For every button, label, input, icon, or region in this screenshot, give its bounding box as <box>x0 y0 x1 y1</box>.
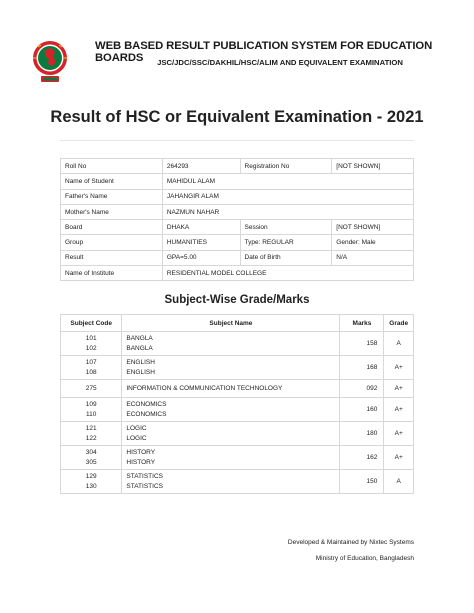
table-row <box>61 380 414 398</box>
subject-code-cell: 129 130 <box>61 470 122 494</box>
subject-name-header: Subject Name <box>122 315 340 332</box>
session-label: Session <box>240 220 332 235</box>
dob-value: N/A <box>332 250 414 265</box>
grade-cell: A+ <box>384 422 414 446</box>
table-row <box>61 446 414 470</box>
grades-table <box>60 314 414 494</box>
mother-name-label: Mother's Name <box>61 204 163 219</box>
marks-header: Marks <box>340 315 384 332</box>
grade-cell: A+ <box>384 380 414 398</box>
divider <box>60 140 414 141</box>
group-label: Group <box>61 235 163 250</box>
result-label: Result <box>61 250 163 265</box>
marks-cell: 180 <box>340 422 384 446</box>
table-row <box>61 266 414 281</box>
marks-cell: 150 <box>340 470 384 494</box>
table-row <box>61 174 414 189</box>
father-name-label: Father's Name <box>61 189 163 204</box>
page-header <box>0 0 474 80</box>
board-label: Board <box>61 220 163 235</box>
table-row <box>61 235 414 250</box>
gender-value: Gender: Male <box>332 235 414 250</box>
subject-code-cell: 107 108 <box>61 356 122 380</box>
subject-code-header: Subject Code <box>61 315 122 332</box>
student-name-value: MAHIDUL ALAM <box>162 174 413 189</box>
grade-cell: A+ <box>384 356 414 380</box>
grades-header-row <box>61 315 414 332</box>
subject-code-cell: 275 <box>61 380 122 398</box>
grade-cell: A+ <box>384 398 414 422</box>
result-value: GPA=5.00 <box>162 250 240 265</box>
subject-name-cell: HISTORY HISTORY <box>122 446 340 470</box>
subject-name-cell: INFORMATION & COMMUNICATION TECHNOLOGY <box>122 380 340 398</box>
table-row <box>61 422 414 446</box>
father-name-value: JAHANGIR ALAM <box>162 189 413 204</box>
type-value: Type: REGULAR <box>240 235 332 250</box>
registration-value: [NOT SHOWN] <box>332 159 414 174</box>
session-value: [NOT SHOWN] <box>332 220 414 235</box>
table-row <box>61 159 414 174</box>
table-row <box>61 398 414 422</box>
header-subtitle: JSC/JDC/SSC/DAKHIL/HSC/ALIM AND EQUIVALENT EXAMINATION <box>157 58 403 67</box>
grade-header: Grade <box>384 315 414 332</box>
grade-cell: A+ <box>384 446 414 470</box>
table-row <box>61 470 414 494</box>
registration-label: Registration No <box>240 159 332 174</box>
developer-credit: Developed & Maintained by Nixtec Systems <box>287 539 414 546</box>
table-row <box>61 204 414 219</box>
table-row <box>61 356 414 380</box>
ministry-credit: Ministry of Education, Bangladesh <box>315 555 414 562</box>
government-seal-icon <box>32 38 68 88</box>
marks-cell: 092 <box>340 380 384 398</box>
subject-code-cell: 121 122 <box>61 422 122 446</box>
subject-name-cell: LOGIC LOGIC <box>122 422 340 446</box>
student-info-table <box>60 158 414 281</box>
marks-cell: 162 <box>340 446 384 470</box>
institute-label: Name of Institute <box>61 266 163 281</box>
table-row <box>61 189 414 204</box>
marks-cell: 158 <box>340 332 384 356</box>
subject-code-cell: 109 110 <box>61 398 122 422</box>
group-value: HUMANITIES <box>162 235 240 250</box>
grade-cell: A <box>384 332 414 356</box>
mother-name-value: NAZMUN NAHAR <box>162 204 413 219</box>
table-row <box>61 332 414 356</box>
grade-cell: A <box>384 470 414 494</box>
subject-code-cell: 101 102 <box>61 332 122 356</box>
header-title: WEB BASED RESULT PUBLICATION SYSTEM FOR EDUCATION BOARDS <box>95 40 433 64</box>
board-value: DHAKA <box>162 220 240 235</box>
roll-value: 264293 <box>162 159 240 174</box>
dob-label: Date of Birth <box>240 250 332 265</box>
institute-value: RESIDENTIAL MODEL COLLEGE <box>162 266 413 281</box>
roll-label: Roll No <box>61 159 163 174</box>
subject-name-cell: STATISTICS STATISTICS <box>122 470 340 494</box>
subject-name-cell: ENGLISH ENGLISH <box>122 356 340 380</box>
student-name-label: Name of Student <box>61 174 163 189</box>
table-row <box>61 220 414 235</box>
marks-cell: 160 <box>340 398 384 422</box>
page-title: Result of HSC or Equivalent Examination - 2021 <box>50 108 424 126</box>
marks-cell: 168 <box>340 356 384 380</box>
subject-name-cell: ECONOMICS ECONOMICS <box>122 398 340 422</box>
subject-code-cell: 304 305 <box>61 446 122 470</box>
table-row <box>61 250 414 265</box>
subject-name-cell: BANGLA BANGLA <box>122 332 340 356</box>
grades-title: Subject-Wise Grade/Marks <box>164 294 310 306</box>
